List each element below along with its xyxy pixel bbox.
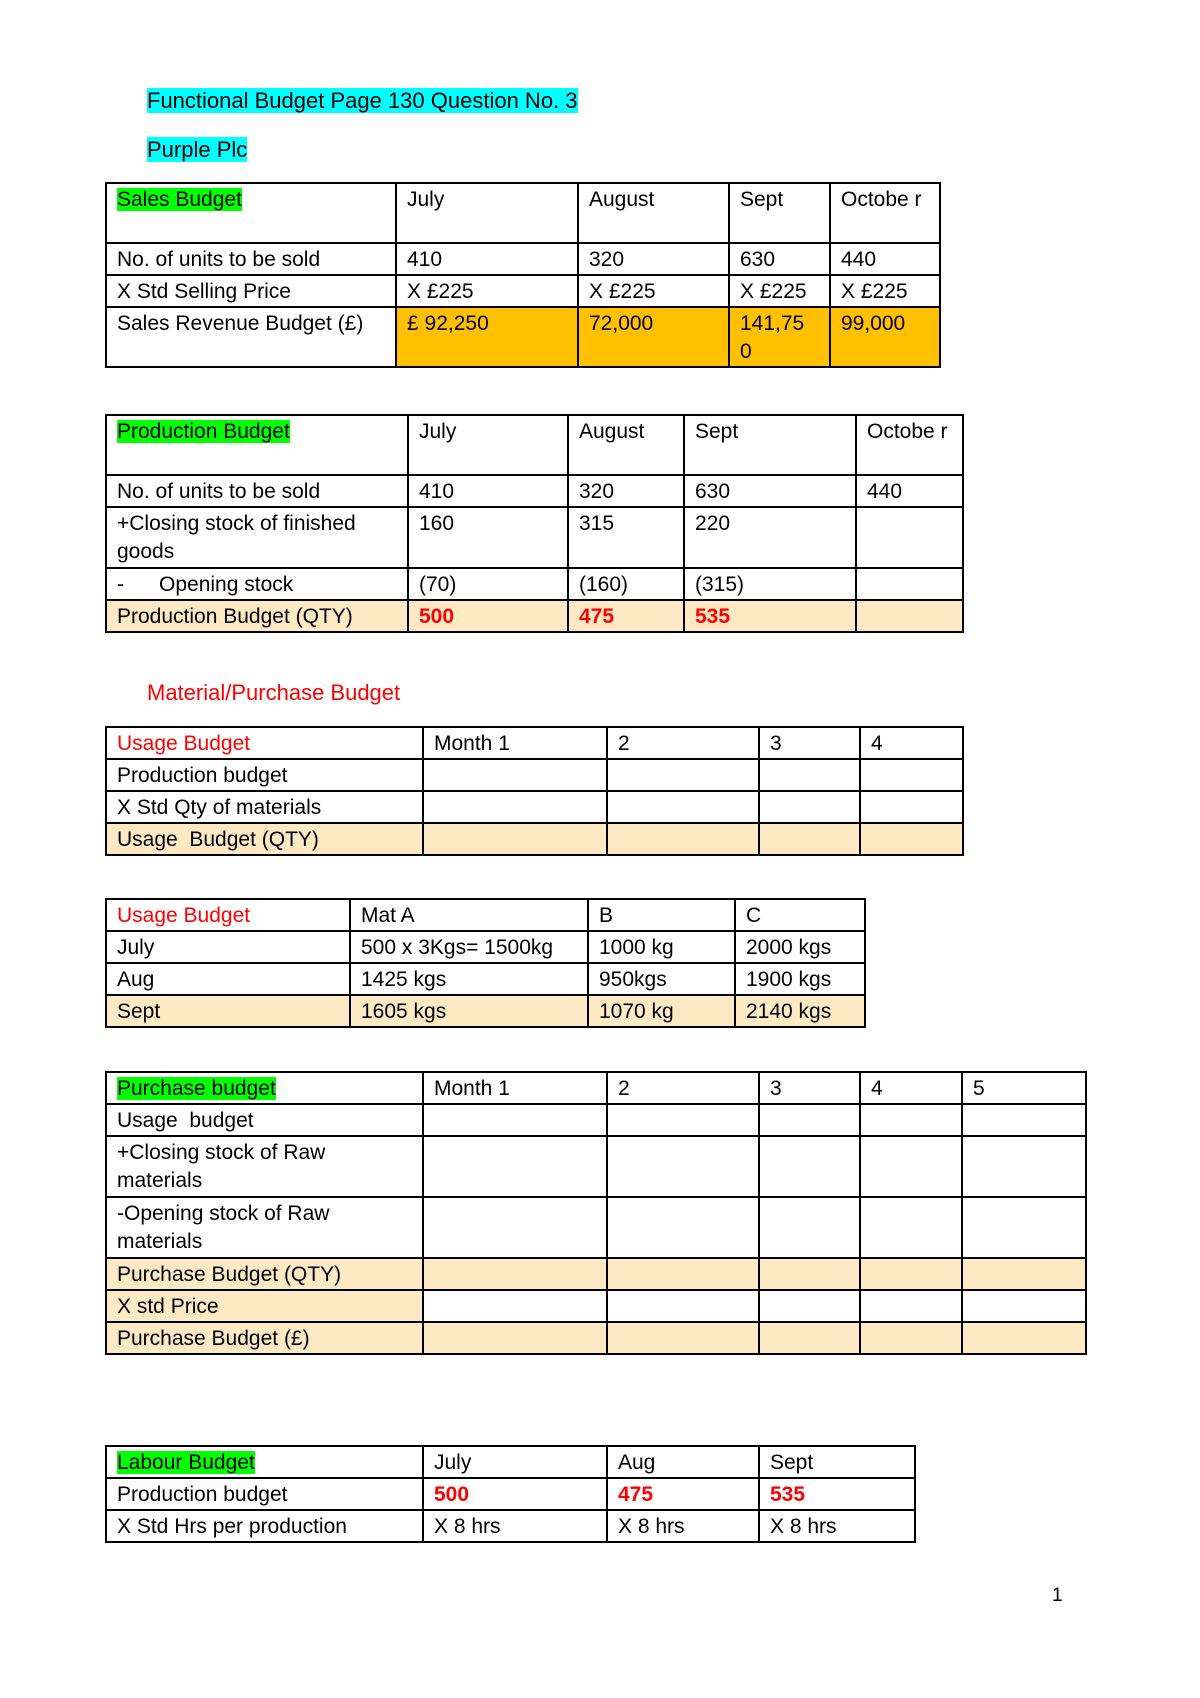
cell: (70) [408,568,568,600]
table-row [106,1136,1086,1197]
cell [860,1104,962,1136]
table-heading: Usage Budget [106,727,423,759]
cell: X £225 [729,275,830,307]
cell: 630 [729,243,830,275]
table-row [106,275,940,307]
month-header: August [568,415,684,475]
company-name: Purple Plc [147,137,248,162]
cell [860,823,963,855]
cell: 160 [408,507,568,568]
table-row [106,791,963,823]
cell [856,600,963,632]
cell [607,1136,759,1197]
usage-budget-table [105,726,964,856]
cell [423,1322,607,1354]
column-header: Mat A [350,899,588,931]
cell: 410 [396,243,578,275]
cell: X 8 hrs [607,1510,759,1542]
cell [423,1136,607,1197]
row-label: Purchase Budget (QTY) [106,1258,423,1290]
row-label: Production budget [106,1478,423,1510]
row-label: X Std Selling Price [106,275,396,307]
cell [860,1136,962,1197]
table-row [106,1197,1086,1258]
cell: X £225 [578,275,729,307]
cell: 315 [568,507,684,568]
table-row [106,507,963,568]
cell [759,823,860,855]
cell [962,1197,1086,1258]
cell: 535 [684,600,856,632]
cell: 1900 kgs [735,963,865,995]
month-header: Month 1 [423,727,607,759]
month-header: 4 [860,1072,962,1104]
month-header: Sept [759,1446,915,1478]
cell: 410 [408,475,568,507]
cell [423,759,607,791]
month-header: July [396,183,578,243]
cell: 440 [830,243,940,275]
table-row [106,1104,1086,1136]
cell [962,1258,1086,1290]
month-header: Month 1 [423,1072,607,1104]
table-row [106,1478,915,1510]
cell [962,1322,1086,1354]
table-header-row [106,1072,1086,1104]
row-label: +Closing stock of finished goods [106,507,408,568]
cell: 630 [684,475,856,507]
column-header: C [735,899,865,931]
row-label: Production budget [106,759,423,791]
cell [607,1197,759,1258]
table-row [106,568,963,600]
table-header-row [106,183,940,243]
month-header: Sept [729,183,830,243]
table-heading: Production Budget [106,415,408,475]
cell [607,1104,759,1136]
cell: 475 [607,1478,759,1510]
cell [759,1258,860,1290]
page-title: Functional Budget Page 130 Question No. 3 [147,88,578,113]
cell [423,1290,607,1322]
row-label: Purchase Budget (£) [106,1322,423,1354]
cell [962,1104,1086,1136]
month-header: 5 [962,1072,1086,1104]
cell: 535 [759,1478,915,1510]
cell [759,1136,860,1197]
cell [860,759,963,791]
section-heading: Material/Purchase Budget [147,680,401,705]
cell: 1605 kgs [350,995,588,1027]
cell [856,568,963,600]
cell [860,1197,962,1258]
row-label: Usage budget [106,1104,423,1136]
month-header: 2 [607,1072,759,1104]
table-row [106,475,963,507]
cell [860,1322,962,1354]
table-row [106,759,963,791]
cell: 2140 kgs [735,995,865,1027]
cell: 220 [684,507,856,568]
cell: X 8 hrs [423,1510,607,1542]
table-header-row [106,415,963,475]
month-header: Octobe r [856,415,963,475]
cell [856,507,963,568]
cell [759,1197,860,1258]
cell: 950kgs [588,963,735,995]
cell [759,1322,860,1354]
cell [759,1290,860,1322]
cell [607,1322,759,1354]
cell: 72,000 [578,307,729,367]
table-header-row [106,1446,915,1478]
table-heading: Purchase budget [106,1072,423,1104]
month-header: Octobe r [830,183,940,243]
month-header: July [408,415,568,475]
row-label: - Opening stock [106,568,408,600]
cell: £ 92,250 [396,307,578,367]
cell: 475 [568,600,684,632]
month-header: August [578,183,729,243]
cell [607,1258,759,1290]
row-label: X Std Hrs per production [106,1510,423,1542]
month-header: Sept [684,415,856,475]
cell: 320 [578,243,729,275]
cell [423,791,607,823]
cell [962,1290,1086,1322]
table-row [106,931,865,963]
cell: 1070 kg [588,995,735,1027]
row-label: Usage Budget (QTY) [106,823,423,855]
table-heading: Sales Budget [106,183,396,243]
table-total-row [106,995,865,1027]
cell: (315) [684,568,856,600]
month-header: 3 [759,727,860,759]
cell [607,791,759,823]
cell [423,823,607,855]
row-label: Aug [106,963,350,995]
cell [759,759,860,791]
cell [423,1258,607,1290]
cell [860,791,963,823]
row-label: Sales Revenue Budget (£) [106,307,396,367]
table-total-row [106,307,940,367]
table-row [106,1290,1086,1322]
cell: 440 [856,475,963,507]
month-header: 3 [759,1072,860,1104]
cell [860,1258,962,1290]
table-row [106,1510,915,1542]
cell: 500 [408,600,568,632]
row-label: +Closing stock of Raw materials [106,1136,423,1197]
month-header: Aug [607,1446,759,1478]
cell [607,1290,759,1322]
cell: X £225 [396,275,578,307]
purchase-budget-table [105,1071,1087,1355]
cell [423,1104,607,1136]
table-row [106,963,865,995]
table-total-row [106,600,963,632]
table-row [106,243,940,275]
cell [423,1197,607,1258]
cell [607,759,759,791]
cell: X £225 [830,275,940,307]
table-total-row [106,823,963,855]
row-label: X Std Qty of materials [106,791,423,823]
usage-by-material-table [105,898,866,1028]
cell: 2000 kgs [735,931,865,963]
cell [860,1290,962,1322]
cell [759,1104,860,1136]
table-heading: Usage Budget [106,899,350,931]
page-number: 1 [1052,1585,1063,1606]
cell: 500 [423,1478,607,1510]
cell: 1425 kgs [350,963,588,995]
cell [759,791,860,823]
cell: (160) [568,568,684,600]
table-header-row [106,727,963,759]
sales-budget-table [105,182,941,368]
row-label: No. of units to be sold [106,243,396,275]
column-header: B [588,899,735,931]
table-heading: Labour Budget [106,1446,423,1478]
production-budget-table [105,414,964,633]
cell: 99,000 [830,307,940,367]
cell: 1000 kg [588,931,735,963]
row-label: July [106,931,350,963]
table-header-row [106,899,865,931]
table-total-row [106,1322,1086,1354]
month-header: July [423,1446,607,1478]
table-total-row [106,1258,1086,1290]
row-label: Production Budget (QTY) [106,600,408,632]
labour-budget-table [105,1445,916,1543]
cell [962,1136,1086,1197]
month-header: 4 [860,727,963,759]
cell: 141,75 0 [729,307,830,367]
row-label: No. of units to be sold [106,475,408,507]
cell: 500 x 3Kgs= 1500kg [350,931,588,963]
cell: 320 [568,475,684,507]
cell [607,823,759,855]
row-label: X std Price [106,1290,423,1322]
row-label: Sept [106,995,350,1027]
month-header: 2 [607,727,759,759]
cell: X 8 hrs [759,1510,915,1542]
row-label: -Opening stock of Raw materials [106,1197,423,1258]
